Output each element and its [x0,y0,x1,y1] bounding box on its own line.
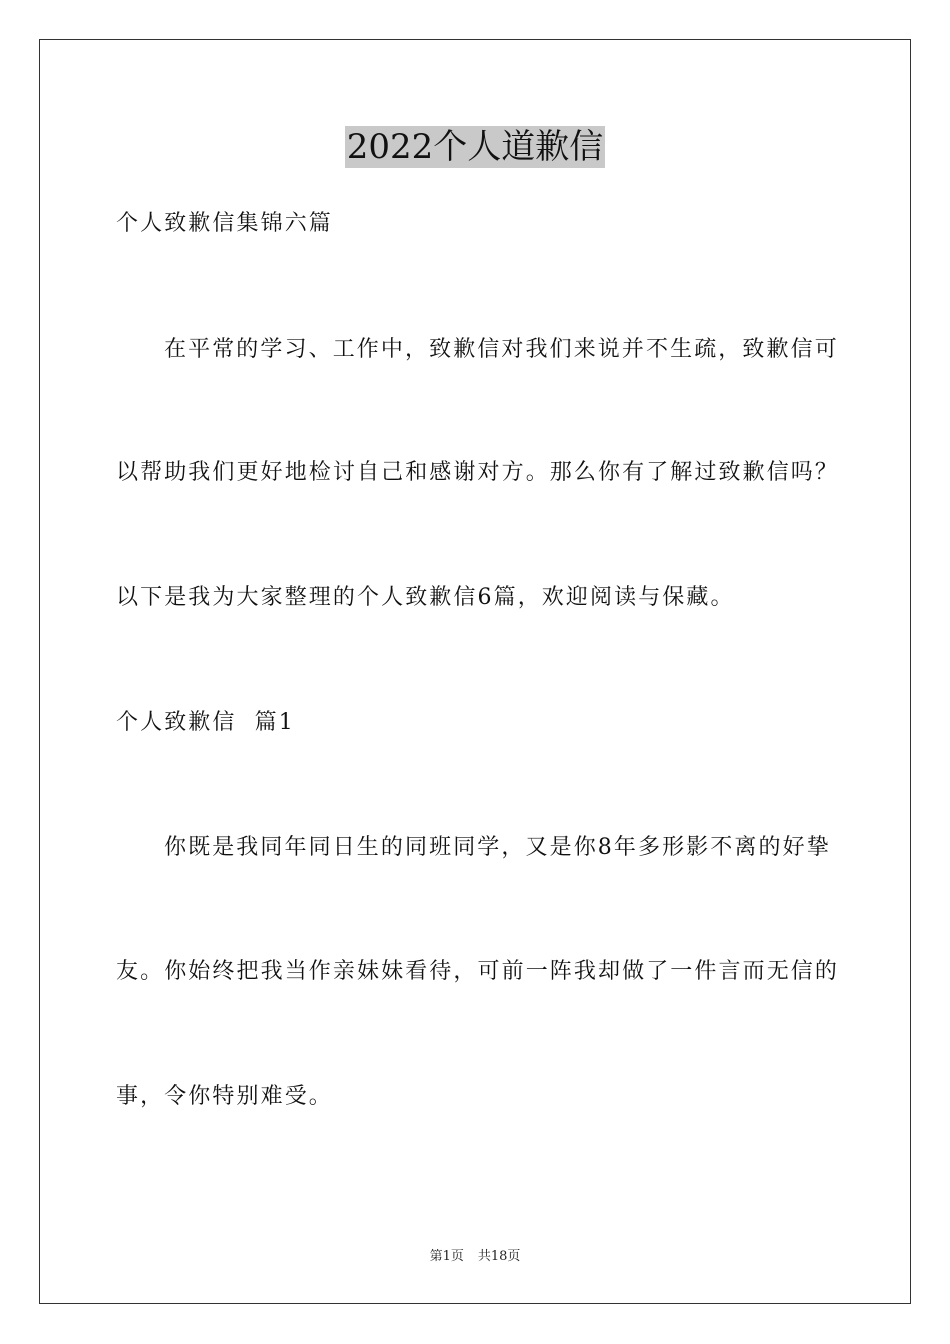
title-container [0,126,950,168]
section-paragraph-line-1: 你既是我同年同日生的同班同学，又是你8年多形影不离的好挚 [164,835,831,860]
intro-paragraph-line-1: 在平常的学习、工作中，致歉信对我们来说并不生疏，致歉信可 [164,337,839,362]
section-paragraph-line-2: 友。你始终把我当作亲妹妹看待，可前一阵我却做了一件言而无信的 [116,959,840,984]
section-paragraph-line-3: 事，令你特别难受。 [116,1084,333,1109]
page-footer [0,1248,950,1266]
intro-paragraph-line-2: 以帮助我们更好地检讨自己和感谢对方。那么你有了解过致歉信吗？ [116,460,840,485]
page-number: 第1页 [429,1249,464,1264]
section-heading: 个人致歉信 篇1 [116,710,295,735]
page-total: 共18页 [477,1249,521,1264]
intro-paragraph-line-3: 以下是我为大家整理的个人致歉信6篇，欢迎阅读与保藏。 [116,585,735,610]
document-subtitle: 个人致歉信集锦六篇 [116,211,333,236]
document-title: 2022个人道歉信 [346,127,604,167]
